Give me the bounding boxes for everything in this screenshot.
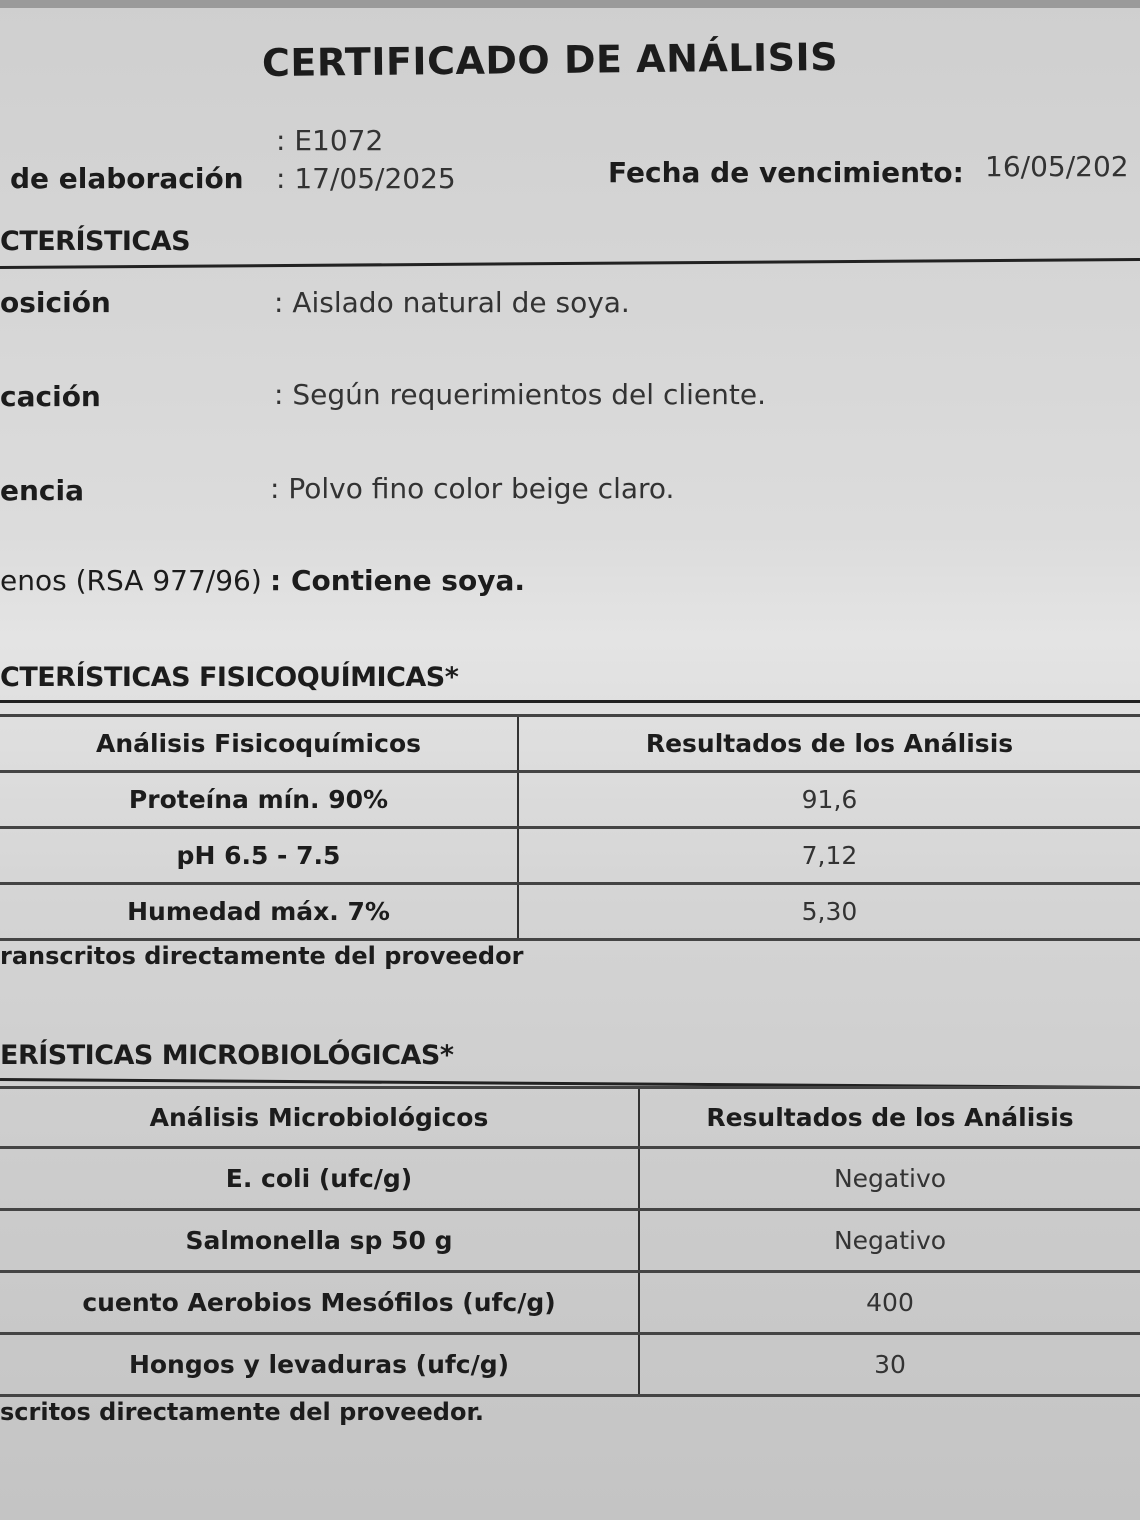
microbiologicas-footnote: scritos directamente del proveedor. <box>0 1398 485 1426</box>
analysis-result: 91,6 <box>518 772 1140 828</box>
elab-label: de elaboración <box>10 162 244 195</box>
lote-value: : E1072 <box>276 124 384 157</box>
analysis-result: 5,30 <box>518 884 1140 940</box>
col-header-analisis: Análisis Microbiológicos <box>0 1088 639 1148</box>
divider <box>0 258 1140 269</box>
fisicoquimicas-footnote: ranscritos directamente del proveedor <box>0 942 524 970</box>
fisicoquimicos-table <box>0 714 1140 941</box>
divider <box>0 700 1140 703</box>
fisicoquimicas-heading: CTERÍSTICAS FISICOQUÍMICAS* <box>0 662 459 693</box>
caracteristicas-heading: CTERÍSTICAS <box>0 226 191 257</box>
document-title: CERTIFICADO DE ANÁLISIS <box>261 34 839 86</box>
microbiologicos-table <box>0 1086 1140 1397</box>
char-value-1: : Aislado natural de soya. <box>274 286 630 319</box>
analysis-name: cuento Aerobios Mesófilos (ufc/g) <box>0 1272 639 1334</box>
elab-value: : 17/05/2025 <box>276 162 456 195</box>
analysis-result: 7,12 <box>518 828 1140 884</box>
char-label-3: encia <box>0 474 85 507</box>
table-row <box>0 1272 1140 1334</box>
char-label-1: osición <box>0 286 111 319</box>
table-row <box>0 1210 1140 1272</box>
analysis-name: pH 6.5 - 7.5 <box>0 828 518 884</box>
top-edge <box>0 0 1140 8</box>
col-header-analisis: Análisis Fisicoquímicos <box>0 716 518 772</box>
venc-value: 16/05/202 <box>985 150 1129 183</box>
table-row <box>0 772 1140 828</box>
col-header-resultados: Resultados de los Análisis <box>639 1088 1140 1148</box>
microbiologicas-heading: ERÍSTICAS MICROBIOLÓGICAS* <box>0 1040 454 1071</box>
analysis-result: Negativo <box>639 1148 1140 1210</box>
char-label-4: enos (RSA 977/96) <box>0 564 262 597</box>
char-value-4: : Contiene soya. <box>270 564 525 597</box>
table-row <box>0 1148 1140 1210</box>
analysis-name: E. coli (ufc/g) <box>0 1148 639 1210</box>
analysis-name: Hongos y levaduras (ufc/g) <box>0 1334 639 1396</box>
table-row <box>0 884 1140 940</box>
analysis-result: 400 <box>639 1272 1140 1334</box>
analysis-result: 30 <box>639 1334 1140 1396</box>
venc-label: Fecha de vencimiento: <box>608 156 964 189</box>
analysis-result: Negativo <box>639 1210 1140 1272</box>
char-value-2: : Según requerimientos del cliente. <box>274 378 766 411</box>
table-row <box>0 828 1140 884</box>
analysis-name: Proteína mín. 90% <box>0 772 518 828</box>
char-label-2: cación <box>0 380 101 413</box>
char-value-3: : Polvo fino color beige claro. <box>270 472 675 505</box>
table-row <box>0 1334 1140 1396</box>
col-header-resultados: Resultados de los Análisis <box>518 716 1140 772</box>
analysis-name: Humedad máx. 7% <box>0 884 518 940</box>
analysis-name: Salmonella sp 50 g <box>0 1210 639 1272</box>
